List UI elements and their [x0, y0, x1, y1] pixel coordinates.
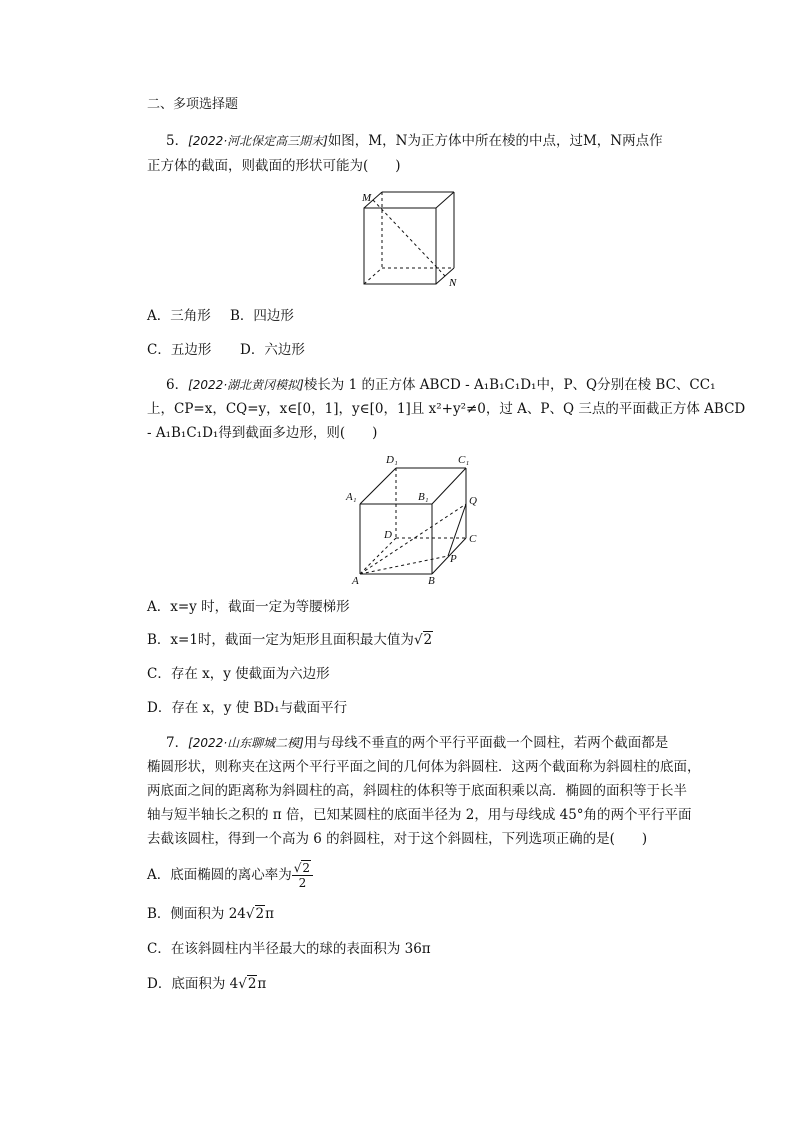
q6-label-c: C: [469, 533, 477, 545]
q6-label-b1: B₁: [418, 491, 429, 503]
q7-option-d-radicand: 2: [247, 976, 257, 992]
q6-line2: 上，CP=x，CQ=y，x∈[0，1]，y∈[0，1]且 x²+y²≠0，过 A、P、Q 三点的平面截正方体 ABCD: [147, 401, 746, 417]
q7-option-c: C．在该斜圆柱内半径最大的球的表面积为 36π: [147, 941, 431, 957]
q6-edge-b1c1: [432, 468, 466, 504]
q5-label-m: M: [362, 192, 372, 204]
q5-front-face: [364, 208, 436, 284]
q6-label-d: D: [384, 529, 392, 541]
q6-line3: - A₁B₁C₁D₁得到截面多边形，则( ): [147, 425, 378, 441]
q5-option-d: D．六边形: [240, 342, 305, 358]
q6-label-q: Q: [469, 495, 477, 507]
q6-label-c1: C₁: [458, 454, 470, 466]
q7-option-b-radicand: 2: [255, 906, 265, 922]
q6-option-c: C．存在 x，y 使截面为六边形: [147, 666, 330, 682]
q7-line3: 两底面之间的距离称为斜圆柱的高，斜圆柱的体积等于底面积乘以高．椭圆的面积等于长半: [147, 783, 687, 799]
q6-cube-figure: [344, 450, 480, 586]
q7-option-a-denominator: 2: [298, 876, 307, 890]
q7-option-a: [147, 858, 313, 892]
q5-line1-rest: 如图，M，N为正方体中所在棱的中点，过M，N两点作: [327, 133, 663, 149]
q7-number: 7．: [166, 735, 189, 751]
q6-option-d: D．存在 x，y 使 BD₁与截面平行: [147, 700, 348, 716]
q5-line1: [166, 131, 663, 151]
q7-option-a-text: A．底面椭圆的离心率为: [147, 867, 292, 883]
q7-line1: [166, 733, 668, 753]
q7-line1-rest: 用与母线不垂直的两个平行平面截一个圆柱，若两个截面都是: [303, 735, 669, 751]
q6-label-d1: D₁: [386, 454, 398, 466]
q5-option-a: A．三角形: [147, 308, 211, 324]
q6-edge-bc: [432, 538, 466, 574]
q6-source: [2022·湖北黄冈模拟]: [188, 378, 304, 392]
q5-edge: [436, 192, 454, 208]
q7-option-a-fraction: $\frac{√2}{2}$: [292, 861, 313, 890]
q6-label-b: B: [428, 575, 435, 586]
q6-label-p: P: [450, 553, 457, 565]
q7-option-a-numerator: 2: [302, 861, 311, 875]
q7-line2: 椭圆形状，则称夹在这两个平行平面之间的几何体为斜圆柱．这两个截面称为斜圆柱的底面，: [147, 759, 701, 775]
q5-cube-figure: [352, 188, 468, 290]
q6-label-a: A: [352, 575, 359, 586]
q6-number: 6．: [166, 377, 189, 393]
q5-source: [2022·河北保定高三期末]: [188, 134, 328, 148]
q5-label-n: N: [449, 277, 457, 289]
q7-line5: 去截该圆柱，得到一个高为 6 的斜圆柱，对于这个斜圆柱，下列选项正确的是( ): [147, 831, 648, 847]
q6-option-b: B．x=1时，截面一定为矩形且面积最大值为√2: [147, 632, 433, 648]
q5-option-b: B．四边形: [230, 308, 294, 324]
q5-number: 5．: [166, 133, 189, 149]
q6-line1-rest: 棱长为 1 的正方体 ABCD - A₁B₁C₁D₁中，P、Q分别在棱 BC、CC₁: [303, 377, 716, 393]
q6-line1: [166, 375, 715, 395]
section-heading: 二、多项选择题: [147, 97, 239, 112]
q7-line4: 轴与短半轴长之积的 π 倍，已知某圆柱的底面半径为 2，用与母线成 45°角的两个平行平面: [147, 807, 692, 823]
q7-option-b-text: B．侧面积为 24: [147, 906, 246, 922]
q7-option-b: B．侧面积为 24√2π: [147, 906, 274, 922]
q7-option-d: D．底面积为 4√2π: [147, 976, 267, 992]
q5-line2: 正方体的截面，则截面的形状可能为( ): [147, 158, 401, 174]
q6-hidden-edge-ad: [360, 538, 396, 574]
q6-option-b-text: B．x=1时，截面一定为矩形且面积最大值为: [147, 632, 414, 648]
q7-option-b-suffix: π: [265, 906, 274, 922]
q6-option-b-radicand: 2: [423, 632, 433, 648]
q7-source: [2022·山东聊城二模]: [188, 736, 304, 750]
q7-option-d-text: D．底面积为 4: [147, 976, 239, 992]
q5-hidden-edge: [364, 268, 382, 284]
q6-label-a1: A₁: [346, 491, 357, 503]
q5-option-c: C．五边形: [147, 342, 212, 358]
q5-diagonal-mn: [373, 200, 445, 276]
q6-option-a: A．x=y 时，截面一定为等腰梯形: [147, 599, 350, 615]
q7-option-d-suffix: π: [257, 976, 267, 992]
q6-edge-a1d1: [360, 468, 396, 504]
